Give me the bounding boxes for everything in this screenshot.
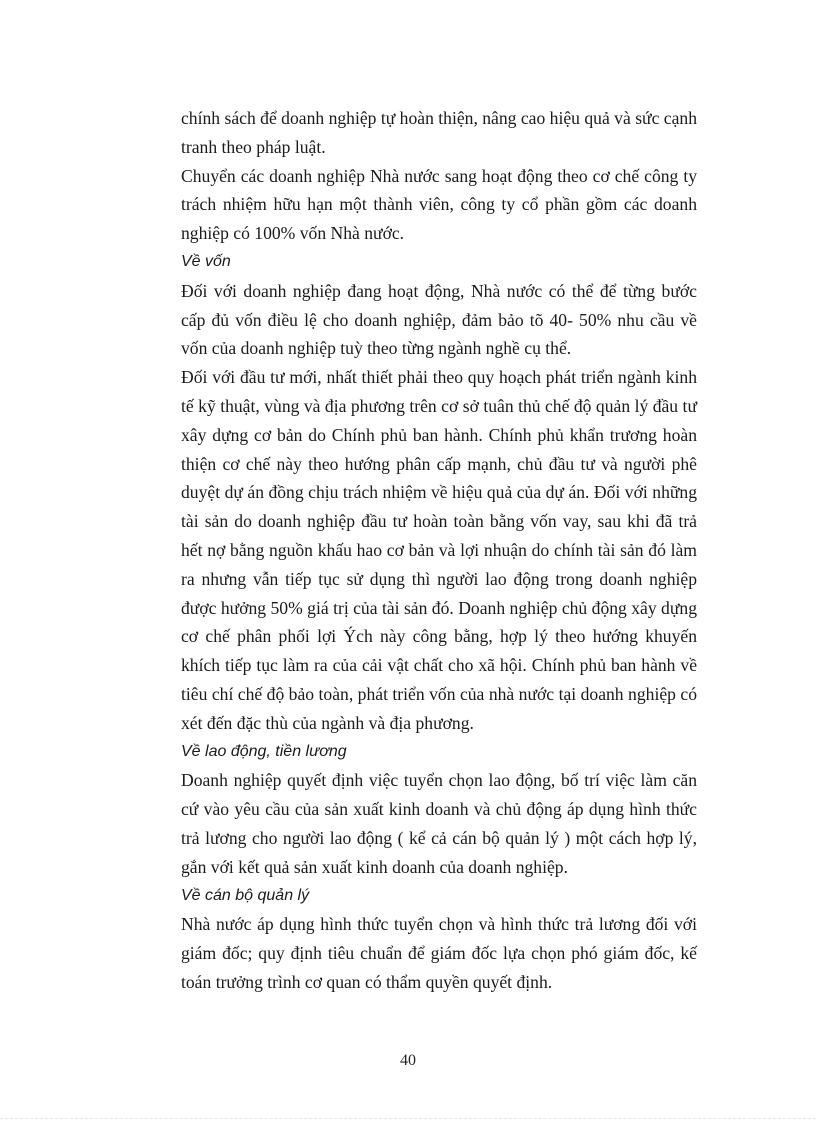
paragraph-new-investment: Đối với đầu tư mới, nhất thiết phải theo quy hoạch phát triển ngành kinh tế kỹ thuật, vùng và địa phương trên cơ sở tuân thủ chế độ quản lý đầu tư xây dựng cơ bản do Chính phủ ban hành. Chính phủ khẩn trương hoàn thiện cơ chế này theo hướng phân cấp mạnh, chủ đầu tư và người phê duyệt dự án đồng chịu trách nhiệm về hiệu quả của dự án. Đối với những tài sản do doanh nghiệp đầu tư hoàn toàn bằng vốn vay, sau khi đã trả hết nợ bằng nguồn khấu hao cơ bản và lợi nhuận do chính tài sản đó làm ra nhưng vẫn tiếp tục sử dụng thì người lao động trong doanh nghiệp được hưởng 50% giá trị của tài sản đó. Doanh nghiệp chủ động xây dựng cơ chế phân phối lợi Ých này công bằng, hợp lý theo hướng khuyến khích tiếp tục làm ra của cải vật chất cho xã hội. Chính phủ ban hành về tiêu chí chế độ bảo toàn, phát triển vốn của nhà nước tại doanh nghiệp có xét đến đặc thù của ngành và địa phương.: [181, 367, 697, 733]
paragraph-director-selection: Nhà nước áp dụng hình thức tuyển chọn và hình thức trả lương đối với giám đốc; quy định tiêu chuẩn để giám đốc lựa chọn phó giám đốc, kế toán trưởng trình cơ quan có thẩm quyền quyết định.: [181, 914, 697, 992]
paragraph-recruitment: Doanh nghiệp quyết định việc tuyển chọn lao động, bố trí việc làm căn cứ vào yêu cầu của sản xuất kinh doanh và chủ động áp dụng hình thức trả lương cho người lao động ( kể cả cán bộ quản lý ) một cách hợp lý, gắn với kết quả sản xuất kinh doanh của doanh nghiệp.: [181, 770, 697, 877]
page-bottom-divider: [0, 1118, 816, 1119]
paragraph-operating-enterprises: Đối với doanh nghiệp đang hoạt động, Nhà nước có thể để từng bước cấp đủ vốn điều lệ cho doanh nghiệp, đảm bảo tõ 40- 50% nhu cầu về vốn của doanh nghiệp tuỳ theo từng ngành nghề cụ thể.: [181, 280, 697, 359]
section-heading-capital: Về vốn: [181, 252, 231, 270]
paragraph-enterprise-conversion: Chuyển các doanh nghiệp Nhà nước sang hoạt động theo cơ chế công ty trách nhiệm hữu hạn một thành viên, công ty cổ phần gồm các doanh nghiệp có 100% vốn Nhà nước.: [181, 165, 697, 244]
section-heading-labor-wages: Về lao động, tiền lương: [181, 742, 347, 760]
page-number: 40: [400, 1052, 416, 1069]
page-body: [181, 104, 697, 997]
section-heading-management: Về cán bộ quản lý: [181, 886, 310, 904]
paragraph-policy-continuation: chính sách để doanh nghiệp tự hoàn thiện, nâng cao hiệu quả và sức cạnh tranh theo pháp luật.: [181, 108, 697, 157]
